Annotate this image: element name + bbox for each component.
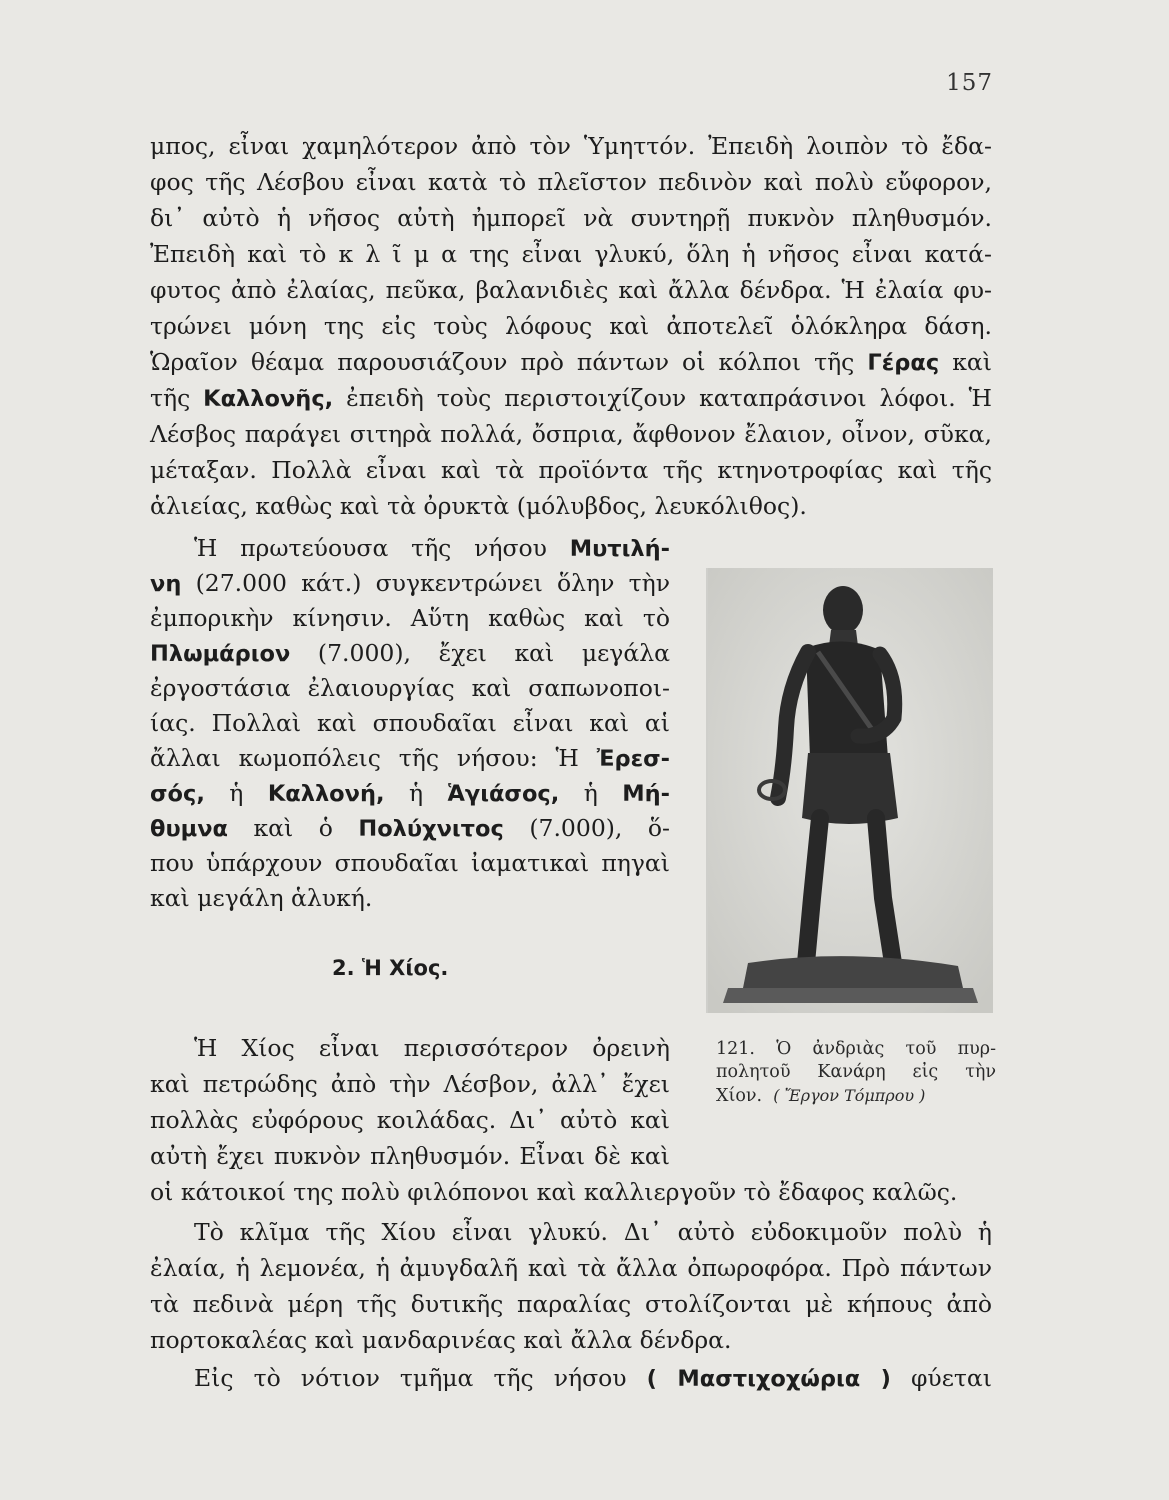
text-line: πολλὰς εὐφόρους κοιλάδας. Δι᾽ αὐτὸ καὶ	[150, 1106, 670, 1134]
text-line: δι᾽ αὐτὸ ἡ νῆσος αὐτὴ ἠμπορεῖ νὰ συντηρῇ πυκνὸν πληθυσμόν.	[150, 204, 992, 232]
text-line: Ἡ πρωτεύουσα τῆς νήσου Μυτιλή-	[194, 534, 670, 562]
page-number: 157	[946, 70, 993, 96]
text-line: Πλωμάριον (7.000), ἔχει καὶ μεγάλα	[150, 639, 670, 667]
text-line: μέταξαν. Πολλὰ εἶναι καὶ τὰ προϊόντα τῆς κτηνοτροφίας καὶ τῆς	[150, 456, 992, 484]
text-line: ἄλλαι κωμοπόλεις τῆς νήσου: Ἡ Ἐρεσ-	[150, 744, 670, 772]
text-line: καὶ πετρώδης ἀπὸ τὴν Λέσβον, ἀλλ᾽ ἔχει	[150, 1070, 670, 1098]
text-line: τῆς Καλλονῆς, ἐπειδὴ τοὺς περιστοιχίζουν καταπράσινοι λόφοι. Ἡ	[150, 384, 992, 412]
text-line: θυμνα καὶ ὁ Πολύχνιτος (7.000), ὅ-	[150, 814, 670, 842]
text-line: αὐτὴ ἔχει πυκνὸν πληθυσμόν. Εἶναι δὲ καὶ	[150, 1142, 670, 1170]
text-line: τρώνει μόνη της εἰς τοὺς λόφους καὶ ἀποτελεῖ ὁλόκληρα δάση.	[150, 312, 992, 340]
place-name-kalloni: Καλλονῆς,	[203, 386, 334, 412]
text-line: Ἐπειδὴ καὶ τὸ κ λ ῖ μ α της εἶναι γλυκύ, ὅλη ἡ νῆσος εἶναι κατά-	[150, 240, 992, 268]
text-line: Ἡ Χίος εἶναι περισσότερον ὀρεινὴ	[194, 1034, 670, 1062]
text-line: Εἰς τὸ νότιον τμῆμα τῆς νήσου ( Μαστιχοχώρια ) φύεται	[194, 1364, 992, 1392]
text-line: ἐμπορικὴν κίνησιν. Αὕτη καθὼς καὶ τὸ	[150, 604, 670, 632]
text-line: οἱ κάτοικοί της πολὺ φιλόπονοι καὶ καλλιεργοῦν τὸ ἔδαφος καλῶς.	[150, 1178, 958, 1206]
figure-caption: 121. Ὁ ἀνδριὰς τοῦ πυρ- πολητοῦ Κανάρη εἰς τὴν Χίον. ( Ἔργον Τόμπρου )	[716, 1039, 996, 1106]
text-line: φος τῆς Λέσβου εἶναι κατὰ τὸ πλεῖστον πεδινὸν καὶ πολὺ εὔφορον,	[150, 168, 992, 196]
text-line: μπος, εἶναι χαμηλότερον ἀπὸ τὸν Ὑμηττόν. Ἐπειδὴ λοιπὸν τὸ ἔδα-	[150, 132, 992, 160]
section-heading-chios: 2. Ἡ Χίος.	[332, 956, 449, 980]
statue-photo	[706, 568, 993, 1013]
text-line: ἐλαία, ἡ λεμονέα, ἡ ἀμυγδαλῆ καὶ τὰ ἄλλα ὀπωροφόρα. Πρὸ πάντων	[150, 1254, 992, 1282]
text-line: νη (27.000 κάτ.) συγκεντρώνει ὅλην τὴν	[150, 569, 670, 597]
text-line: Ὡραῖον θέαμα παρουσιάζουν πρὸ πάντων οἱ κόλποι τῆς Γέρας καὶ	[150, 348, 992, 376]
statue-illustration	[708, 568, 993, 1013]
text-line: φυτος ἀπὸ ἐλαίας, πεῦκα, βαλανιδιὲς καὶ ἄλλα δένδρα. Ἡ ἐλαία φυ-	[150, 276, 992, 304]
text-line: τὰ πεδινὰ μέρη τῆς δυτικῆς παραλίας στολίζονται μὲ κήπους ἀπὸ	[150, 1290, 992, 1318]
text-line: ίας. Πολλαὶ καὶ σπουδαῖαι εἶναι καὶ αἱ	[150, 709, 670, 737]
text-line: ἐργοστάσια ἐλαιουργίας καὶ σαπωνοποι-	[150, 674, 670, 702]
text-line: ἁλιείας, καθὼς καὶ τὰ ὀρυκτὰ (μόλυβδος, λευκόλιθος).	[150, 492, 807, 520]
text-line: σός, ἡ Καλλονή, ἡ Ἁγιάσος, ἡ Μή-	[150, 779, 670, 807]
text-line: Τὸ κλῖμα τῆς Χίου εἶναι γλυκύ. Δι᾽ αὐτὸ εὐδοκιμοῦν πολὺ ἡ	[194, 1218, 992, 1246]
text-line: πορτοκαλέας καὶ μανδαρινέας καὶ ἄλλα δένδρα.	[150, 1326, 732, 1354]
text-line: που ὑπάρχουν σπουδαῖαι ἰαματικαὶ πηγαὶ	[150, 849, 670, 877]
place-name-geras: Γέρας	[867, 350, 940, 376]
text-line: Λέσβος παράγει σιτηρὰ πολλά, ὄσπρια, ἄφθονον ἔλαιον, οἶνον, σῦκα,	[150, 420, 992, 448]
text-line: καὶ μεγάλη ἁλυκή.	[150, 884, 373, 912]
